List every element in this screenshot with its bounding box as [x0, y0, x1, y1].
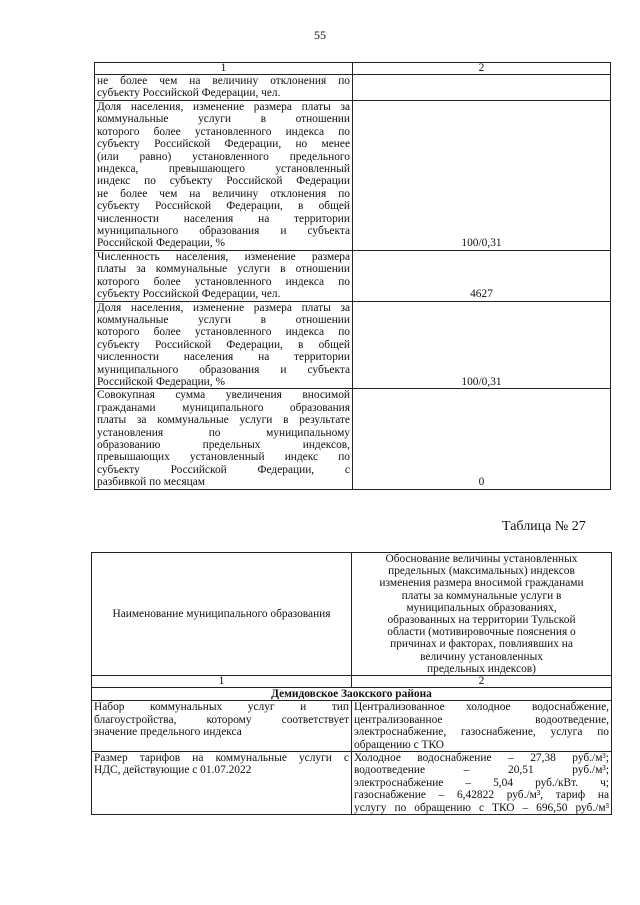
- text-line: субъекту Российской Федерации, но менее: [97, 138, 350, 151]
- col-header-2: 2: [352, 676, 612, 688]
- text-line: благоустройства, которому соответствует: [94, 713, 349, 726]
- text-line: коммунальные услуги в отношении: [97, 313, 350, 326]
- text-line: предельных индексов): [427, 662, 536, 675]
- justification-table: [91, 552, 612, 815]
- text-line: субъекту Российской Федерации, с: [97, 463, 350, 476]
- table-row: [95, 301, 611, 389]
- row-value: 100/0,31: [353, 101, 611, 251]
- text-line: платы за коммунальные услуги в результате: [97, 414, 350, 427]
- row-label: [95, 389, 353, 489]
- col-header-1: 1: [92, 676, 352, 688]
- text-line: субъекту Российской Федерации, в общей: [97, 200, 350, 213]
- text-line: Российской Федерации, %: [97, 375, 225, 388]
- row-value: [353, 75, 611, 101]
- text-line: услугу по обращению с ТКО – 696,50 руб./м³: [354, 801, 609, 814]
- text-line: субъекту Российской Федерации, чел.: [97, 87, 281, 100]
- text-line: которого более установленного индекса по: [97, 125, 350, 138]
- text-line: газоснабжение – 6,42822 руб./м³, тариф на: [354, 789, 609, 802]
- text-line: причинах и факторах, повлиявших на: [390, 638, 573, 651]
- text-line: Российской Федерации, %: [97, 237, 225, 250]
- text-line: коммунальные услуги в отношении: [97, 113, 350, 126]
- text-line: предельных (максимальных) индексов: [388, 565, 575, 578]
- text-line: численности населения на территории: [97, 212, 350, 225]
- text-line: электроснабжение, газоснабжение, услуга по: [354, 726, 609, 739]
- table-caption: Таблица № 27: [502, 519, 586, 534]
- text-line: электроснабжение – 5,04 руб./кВт. ч;: [354, 776, 609, 789]
- text-line: муниципального образования и субъекта: [97, 363, 350, 376]
- text-line: централизованное водоотведение,: [354, 713, 609, 726]
- text-line: Совокупная сумма увеличения вносимой: [97, 389, 350, 402]
- text-line: образованных на территории Тульской: [387, 614, 576, 627]
- text-line: Численность населения, изменение размера: [97, 250, 350, 263]
- table-row: [92, 752, 612, 815]
- row-label: [92, 752, 352, 815]
- text-line: превышающих установленный индекс по: [97, 451, 350, 464]
- text-line: установления по муниципальному: [97, 426, 350, 439]
- text-line: (или равно) установленного предельного: [97, 150, 350, 163]
- text-line: величину установленных: [420, 650, 543, 663]
- text-line: которого более установленного индекса по: [97, 326, 350, 339]
- col-header-2: 2: [353, 63, 611, 75]
- table-row: [95, 389, 611, 489]
- text-line: НДС, действующие с 01.07.2022: [94, 764, 252, 777]
- text-line: области (мотивировочные пояснения о: [387, 626, 576, 639]
- table-row: [95, 75, 611, 101]
- text-line: значение предельного индекса: [94, 726, 242, 739]
- table-row: [92, 701, 612, 752]
- page-number: 55: [314, 28, 326, 42]
- text-line: субъекту Российской Федерации, чел.: [97, 288, 281, 301]
- row-value: 0: [353, 389, 611, 489]
- text-line: численности населения на территории: [97, 351, 350, 364]
- text-line: Централизованное холодное водоснабжение,: [354, 701, 609, 714]
- text-line: Обоснование величины установленных: [385, 553, 578, 565]
- text-line: образованию предельных индексов,: [97, 438, 350, 451]
- header-justification: [352, 553, 612, 676]
- row-label: [95, 75, 353, 101]
- text-line: разбивкой по месяцам: [97, 476, 205, 489]
- row-value: 4627: [353, 250, 611, 301]
- text-line: не более чем на величину отклонения по: [97, 187, 350, 200]
- text-line: муниципального образования и субъекта: [97, 225, 350, 238]
- row-value: 100/0,31: [353, 301, 611, 389]
- text-line: платы за коммунальные услуги в: [401, 589, 562, 602]
- indicators-table: [94, 62, 611, 490]
- text-line: Набор коммунальных услуг и тип: [94, 701, 349, 714]
- table-header-row: [92, 676, 612, 688]
- text-line: индекса, превышающего установленный: [97, 163, 350, 176]
- text-line: Доля населения, изменение размера платы за: [97, 301, 350, 314]
- text-line: субъекту Российской Федерации, в общей: [97, 338, 350, 351]
- row-label: [95, 301, 353, 389]
- text-line: водоотведение – 20,51 руб./м³;: [354, 764, 609, 777]
- row-label: [95, 101, 353, 251]
- row-value: [352, 752, 612, 815]
- text-line: Доля населения, изменение размера платы за: [97, 101, 350, 113]
- table-row: [95, 101, 611, 251]
- text-line: гражданами муниципального образования: [97, 401, 350, 414]
- text-line: которого более установленного индекса по: [97, 275, 350, 288]
- row-label: [95, 250, 353, 301]
- text-line: индекс по субъекту Российской Федерации: [97, 175, 350, 188]
- table-head-row: [92, 553, 612, 676]
- text-line: платы за коммунальные услуги в отношении: [97, 263, 350, 276]
- text-line: обращению с ТКО: [354, 738, 445, 751]
- text-line: Холодное водоснабжение – 27,38 руб./м³;: [354, 752, 609, 765]
- col-header-1: 1: [95, 63, 353, 75]
- text-line: не более чем на величину отклонения по: [97, 75, 350, 87]
- text-line: Размер тарифов на коммунальные услуги с: [94, 752, 349, 765]
- header-municipality: Наименование муниципального образования: [92, 553, 352, 676]
- text-line: изменения размера вносимой гражданами: [379, 577, 584, 590]
- row-value: [352, 701, 612, 752]
- district-name: Демидовское Заокского района: [92, 688, 612, 701]
- table-row: [95, 250, 611, 301]
- row-label: [92, 701, 352, 752]
- table-header-row: [95, 63, 611, 75]
- text-line: муниципальных образованиях,: [406, 601, 557, 614]
- district-row: [92, 688, 612, 701]
